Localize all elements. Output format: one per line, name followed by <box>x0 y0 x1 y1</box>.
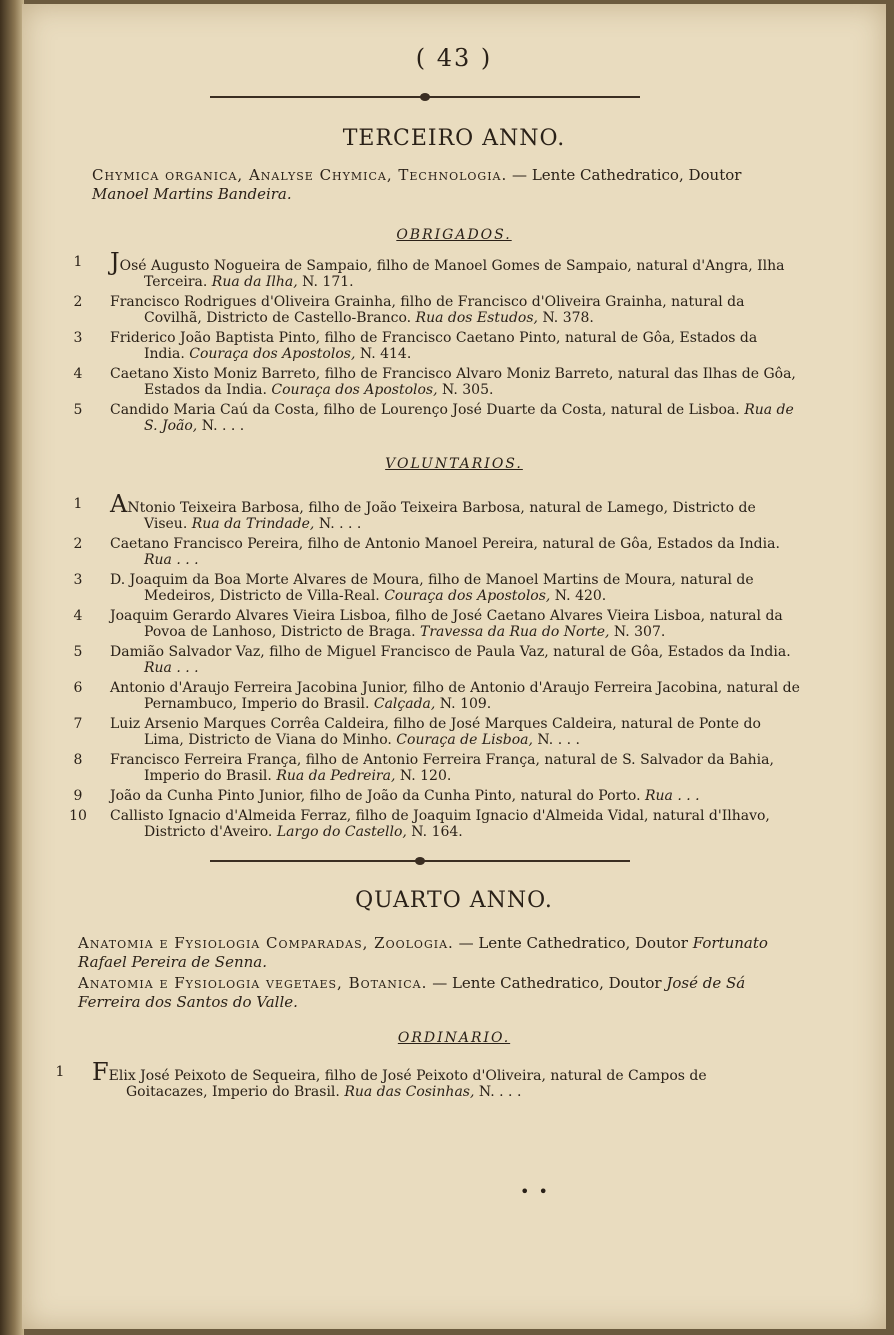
entry-number-suffix: N. 109. <box>435 696 492 712</box>
section-title-quarto: QUARTO ANNO. <box>355 888 553 913</box>
entry-number-suffix: N. 171. <box>297 274 354 290</box>
entry-text: Callisto Ignacio d'Almeida Ferraz, filho de Joaquim Ignacio d'Almeida Vidal, natural d'Ilhavo, Districto d'Aveiro. <box>110 808 770 840</box>
course-chymica <box>92 166 782 204</box>
course-zoologia <box>78 934 788 972</box>
entry-number: 9 <box>73 788 83 804</box>
drop-initial: A <box>110 490 128 518</box>
entry-number-suffix: N. 305. <box>437 382 494 398</box>
list-item <box>73 644 800 676</box>
entry-text: Ntonio Teixeira Barbosa, filho de João Teixeira Barbosa, natural de Lamego, Districto de Viseu. <box>127 500 756 532</box>
list-item <box>55 1058 792 1100</box>
entry-number: 3 <box>73 330 83 346</box>
entry-text: D. Joaquim da Boa Morte Alvares de Moura, filho de Manoel Martins de Moura, natural de Medeiros, Districto de Villa-Real. <box>110 572 754 604</box>
entry-address: Rua da Trindade, <box>191 516 315 532</box>
entry-address: Rua . . . <box>644 788 700 804</box>
group-heading-voluntarios: VOLUNTARIOS. <box>385 456 523 472</box>
entry-number-suffix: N. 164. <box>406 824 463 840</box>
course-lecturer: Fortunato Rafael Pereira de Senna. <box>78 934 768 971</box>
entry-number: 6 <box>73 680 83 696</box>
entry-number-suffix: N. 420. <box>550 588 607 604</box>
course-lente: — Lente Cathedratico, Doutor <box>512 166 742 184</box>
entry-number-suffix: N. . . . <box>474 1084 522 1100</box>
entry-number: 2 <box>73 536 83 552</box>
list-item <box>73 752 800 784</box>
entry-number: 5 <box>73 402 83 418</box>
group-heading-obrigados: OBRIGADOS. <box>396 227 512 243</box>
entry-address: Largo do Castello, <box>276 824 407 840</box>
list-item <box>73 788 800 804</box>
list-item <box>73 490 800 532</box>
entry-address: Couraça dos Apostolos, <box>189 346 356 362</box>
list-item <box>69 808 800 840</box>
entry-number: 1 <box>73 254 83 270</box>
entry-number-suffix: N. 307. <box>609 624 666 640</box>
document-page <box>22 4 886 1329</box>
entry-address: Rua . . . <box>144 660 199 676</box>
list-item <box>73 716 800 748</box>
entry-text: Osé Augusto Nogueira de Sampaio, filho de Manoel Gomes de Sampaio, natural d'Angra, Ilha Terceira. <box>119 258 785 290</box>
list-item <box>73 536 800 568</box>
entry-address: Travessa da Rua do Norte, <box>420 624 610 640</box>
entry-address: Rua da Pedreira, <box>276 768 396 784</box>
course-lecturer: Manoel Martins Bandeira. <box>92 185 292 203</box>
list-item <box>73 608 800 640</box>
entry-address: Rua . . . <box>144 552 199 568</box>
entry-address: Couraça dos Apostolos, <box>384 588 551 604</box>
list-item <box>73 402 800 434</box>
top-rule <box>210 96 640 98</box>
list-item <box>73 366 800 398</box>
entry-text: Caetano Francisco Pereira, filho de Antonio Manoel Pereira, natural de Gôa, Estados da India. <box>110 536 780 552</box>
entry-number-suffix: N. 378. <box>538 310 594 326</box>
entry-text: Candido Maria Caú da Costa, filho de Lourenço José Duarte da Costa, natural de Lisboa. <box>110 402 740 418</box>
entry-number: 5 <box>73 644 83 660</box>
entry-number-suffix: N. . . . <box>197 418 245 434</box>
entry-number-suffix: N. 120. <box>395 768 452 784</box>
entry-text: Friderico João Baptista Pinto, filho de Francisco Caetano Pinto, natural de Gôa, Estados da India. <box>110 330 758 362</box>
course-botanica <box>78 974 788 1012</box>
entry-number: 8 <box>73 752 83 768</box>
entry-number-suffix: N. . . . <box>314 516 362 532</box>
list-item <box>73 330 800 362</box>
entry-number: 7 <box>73 716 83 732</box>
entry-number-suffix: N. . . . <box>532 732 580 748</box>
course-subjects: Anatomia e Fysiologia Comparadas, Zoologia. <box>78 934 454 952</box>
list-item <box>73 572 800 604</box>
entry-address: Rua das Cosinhas, <box>344 1084 475 1100</box>
list-item <box>73 248 800 290</box>
group-heading-ordinario: ORDINARIO. <box>397 1030 511 1046</box>
entry-address: Couraça de Lisboa, <box>396 732 533 748</box>
entry-text: Damião Salvador Vaz, filho de Miguel Francisco de Paula Vaz, natural de Gôa, Estados da India. <box>110 644 791 660</box>
list-voluntarios <box>69 490 800 844</box>
entry-text: João da Cunha Pinto Junior, filho de João da Cunha Pinto, natural do Porto. <box>110 788 641 804</box>
entry-number: 10 <box>69 808 87 824</box>
course-lecturer: José de Sá Ferreira dos Santos do Valle. <box>78 974 746 1011</box>
entry-text: Luiz Arsenio Marques Corrêa Caldeira, filho de José Marques Caldeira, natural de Ponte do Lima, Districto de Viana do Minho. <box>110 716 761 748</box>
entry-address: Calçada, <box>373 696 436 712</box>
entry-text: Caetano Xisto Moniz Barreto, filho de Francisco Alvaro Moniz Barreto, natural das Ilhas de Gôa, Estados da India. <box>110 366 796 398</box>
entry-address: Rua da Ilha, <box>211 274 298 290</box>
entry-number: 4 <box>73 366 83 382</box>
page-number: ( 43 ) <box>415 44 493 72</box>
entry-number: 1 <box>73 496 83 512</box>
entry-number: 1 <box>55 1064 65 1080</box>
list-item <box>73 294 800 326</box>
mid-rule <box>210 860 630 862</box>
entry-text: Elix José Peixoto de Sequeira, filho de José Peixoto d'Oliveira, natural de Campos de Goitacazes, Imperio do Brasil. <box>108 1068 707 1100</box>
entry-number-suffix: N. 414. <box>355 346 412 362</box>
course-lente: — Lente Cathedratico, Doutor <box>432 974 662 992</box>
entry-text: Joaquim Gerardo Alvares Vieira Lisboa, filho de José Caetano Alvares Vieira Lisboa, natural da Povoa de Lanhoso, Districto de Braga. <box>110 608 783 640</box>
entry-text: Antonio d'Araujo Ferreira Jacobina Junior, filho de Antonio d'Araujo Ferreira Jacobina, natural de Pernambuco, Imperio do Brasil. <box>110 680 800 712</box>
course-lente: — Lente Cathedratico, Doutor <box>458 934 688 952</box>
drop-initial: J <box>110 248 120 276</box>
list-obrigados <box>73 248 800 438</box>
entry-address: Couraça dos Apostolos, <box>271 382 438 398</box>
course-subjects: Anatomia e Fysiologia vegetaes, Botanica. <box>78 974 428 992</box>
list-item <box>73 680 800 712</box>
course-subjects: Chymica organica, Analyse Chymica, Technologia. <box>92 166 508 184</box>
entry-text: Francisco Rodrigues d'Oliveira Grainha, filho de Francisco d'Oliveira Grainha, natural da Covilhã, Districto de Castello-Branco. <box>110 294 745 326</box>
entry-address: Rua dos Estudos, <box>415 310 538 326</box>
list-ordinario <box>55 1058 792 1104</box>
section-title-terceiro: TERCEIRO ANNO. <box>342 126 566 151</box>
footer-mark: • • <box>520 1182 550 1201</box>
book-spine <box>0 0 24 1335</box>
entry-number: 4 <box>73 608 83 624</box>
entry-number: 3 <box>73 572 83 588</box>
entry-address: Rua de S. João, <box>144 402 794 434</box>
drop-initial: F <box>92 1058 109 1086</box>
entry-number: 2 <box>73 294 83 310</box>
entry-text: Francisco Ferreira França, filho de Antonio Ferreira França, natural de S. Salvador da Bahia, Imperio do Brasil. <box>110 752 774 784</box>
